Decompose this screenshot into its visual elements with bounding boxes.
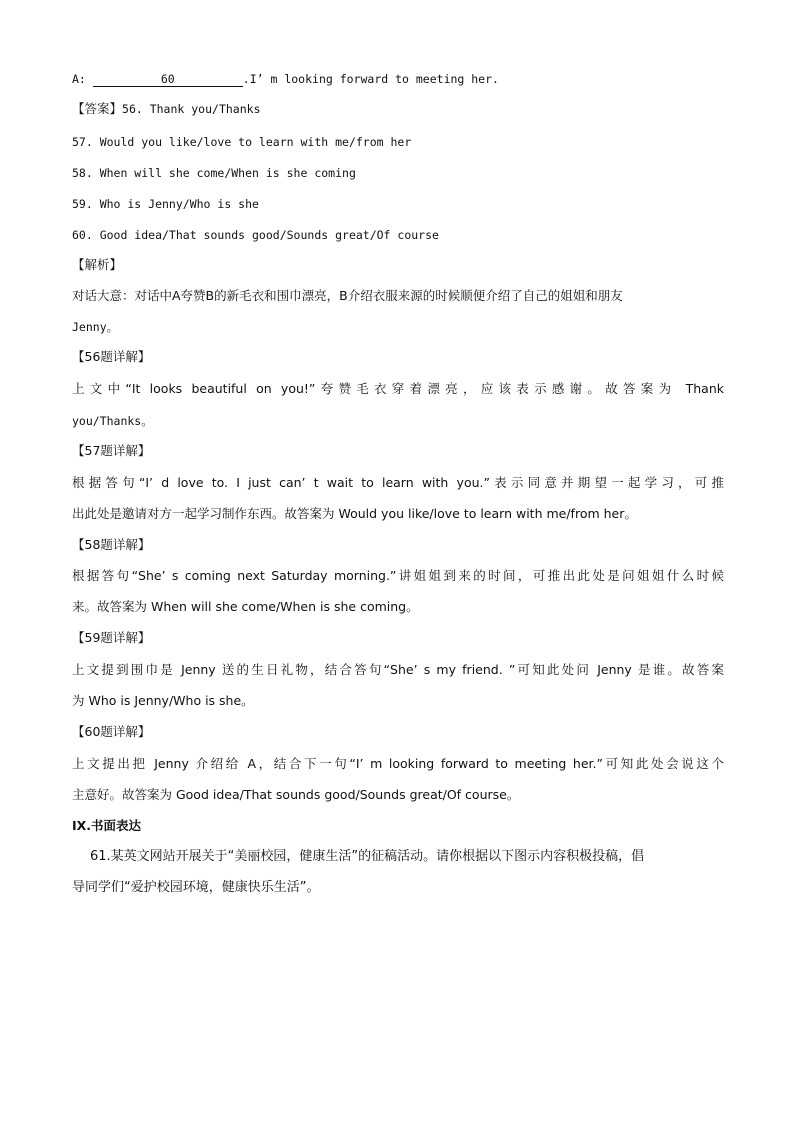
detail-56-text: 上文中“It looks beautiful on you!”夸赞毛衣穿着漂亮，应该表示感谢。故答案为 Thank [72,381,724,396]
detail-59-text: 上文提到围巾是 Jenny 送的生日礼物，结合答句“She’ s my friend. ”可知此处问 Jenny 是谁。故答案 [72,662,724,677]
section-title: IX.书面表达 [72,818,142,833]
detail-label-59: 【59题详解】 [72,630,151,645]
analysis-summary: 对话大意：对话中A夸赞B的新毛衣和围巾漂亮，B介绍衣服来源的时候顺便介绍了自己的姐姐和朋友 [72,288,623,303]
detail-label-57: 【57题详解】 [72,443,151,458]
analysis-summary-cont: Jenny。 [72,320,119,334]
detail-label-56: 【56题详解】 [72,349,151,364]
blank-number: 60 [160,72,175,86]
answer-line [72,100,724,118]
answer-label: 【答案】 [72,101,123,116]
answer-item: 56. Thank you/Thanks [122,102,261,116]
question-61: 61.某英文网站开展关于“美丽校园，健康生活”的征稿活动。请你根据以下图示内容积极投稿，倡 [90,849,645,864]
detail-57-text-cont: 出此处是邀请对方一起学习制作东西。故答案为 Would you like/love to learn with me/from her。 [72,506,637,521]
detail-59-text-cont: 为 Who is Jenny/Who is she。 [72,693,254,708]
detail-58-text: 根据答句“She’ s coming next Saturday morning.”讲姐姐到来的时间，可推出此处是问姐姐什么时候 [72,568,724,583]
speaker-label: A: [72,72,93,86]
answer-blank [93,72,243,87]
detail-label-58: 【58题详解】 [72,537,151,552]
answer-item: 59. Who is Jenny/Who is she [72,197,259,211]
question-61-cont: 导同学们“爱护校园环境，健康快乐生活”。 [72,880,320,895]
detail-58-text-cont: 来。故答案为 When will she come/When is she coming。 [72,599,419,614]
answer-item: 60. Good idea/That sounds good/Sounds great/Of course [72,228,439,242]
detail-label-60: 【60题详解】 [72,724,151,739]
detail-57-text: 根据答句“I’ d love to. I just can’ t wait to learn with you.”表示同意并期望一起学习，可推 [72,475,724,490]
detail-60-text-cont: 主意好。故答案为 Good idea/That sounds good/Sounds great/Of course。 [72,787,520,802]
answer-item: 57. Would you like/love to learn with me/from her [72,135,412,149]
analysis-label: 【解析】 [72,257,123,272]
detail-60-text: 上文提出把 Jenny 介绍给 A，结合下一句“I’ m looking forward to meeting her.”可知此处会说这个 [72,756,724,771]
qa-line-text: .I’ m looking forward to meeting her. [242,72,499,86]
detail-56-text-cont: you/Thanks。 [72,414,153,428]
answer-item: 58. When will she come/When is she coming [72,166,356,180]
qa-line [72,70,724,88]
